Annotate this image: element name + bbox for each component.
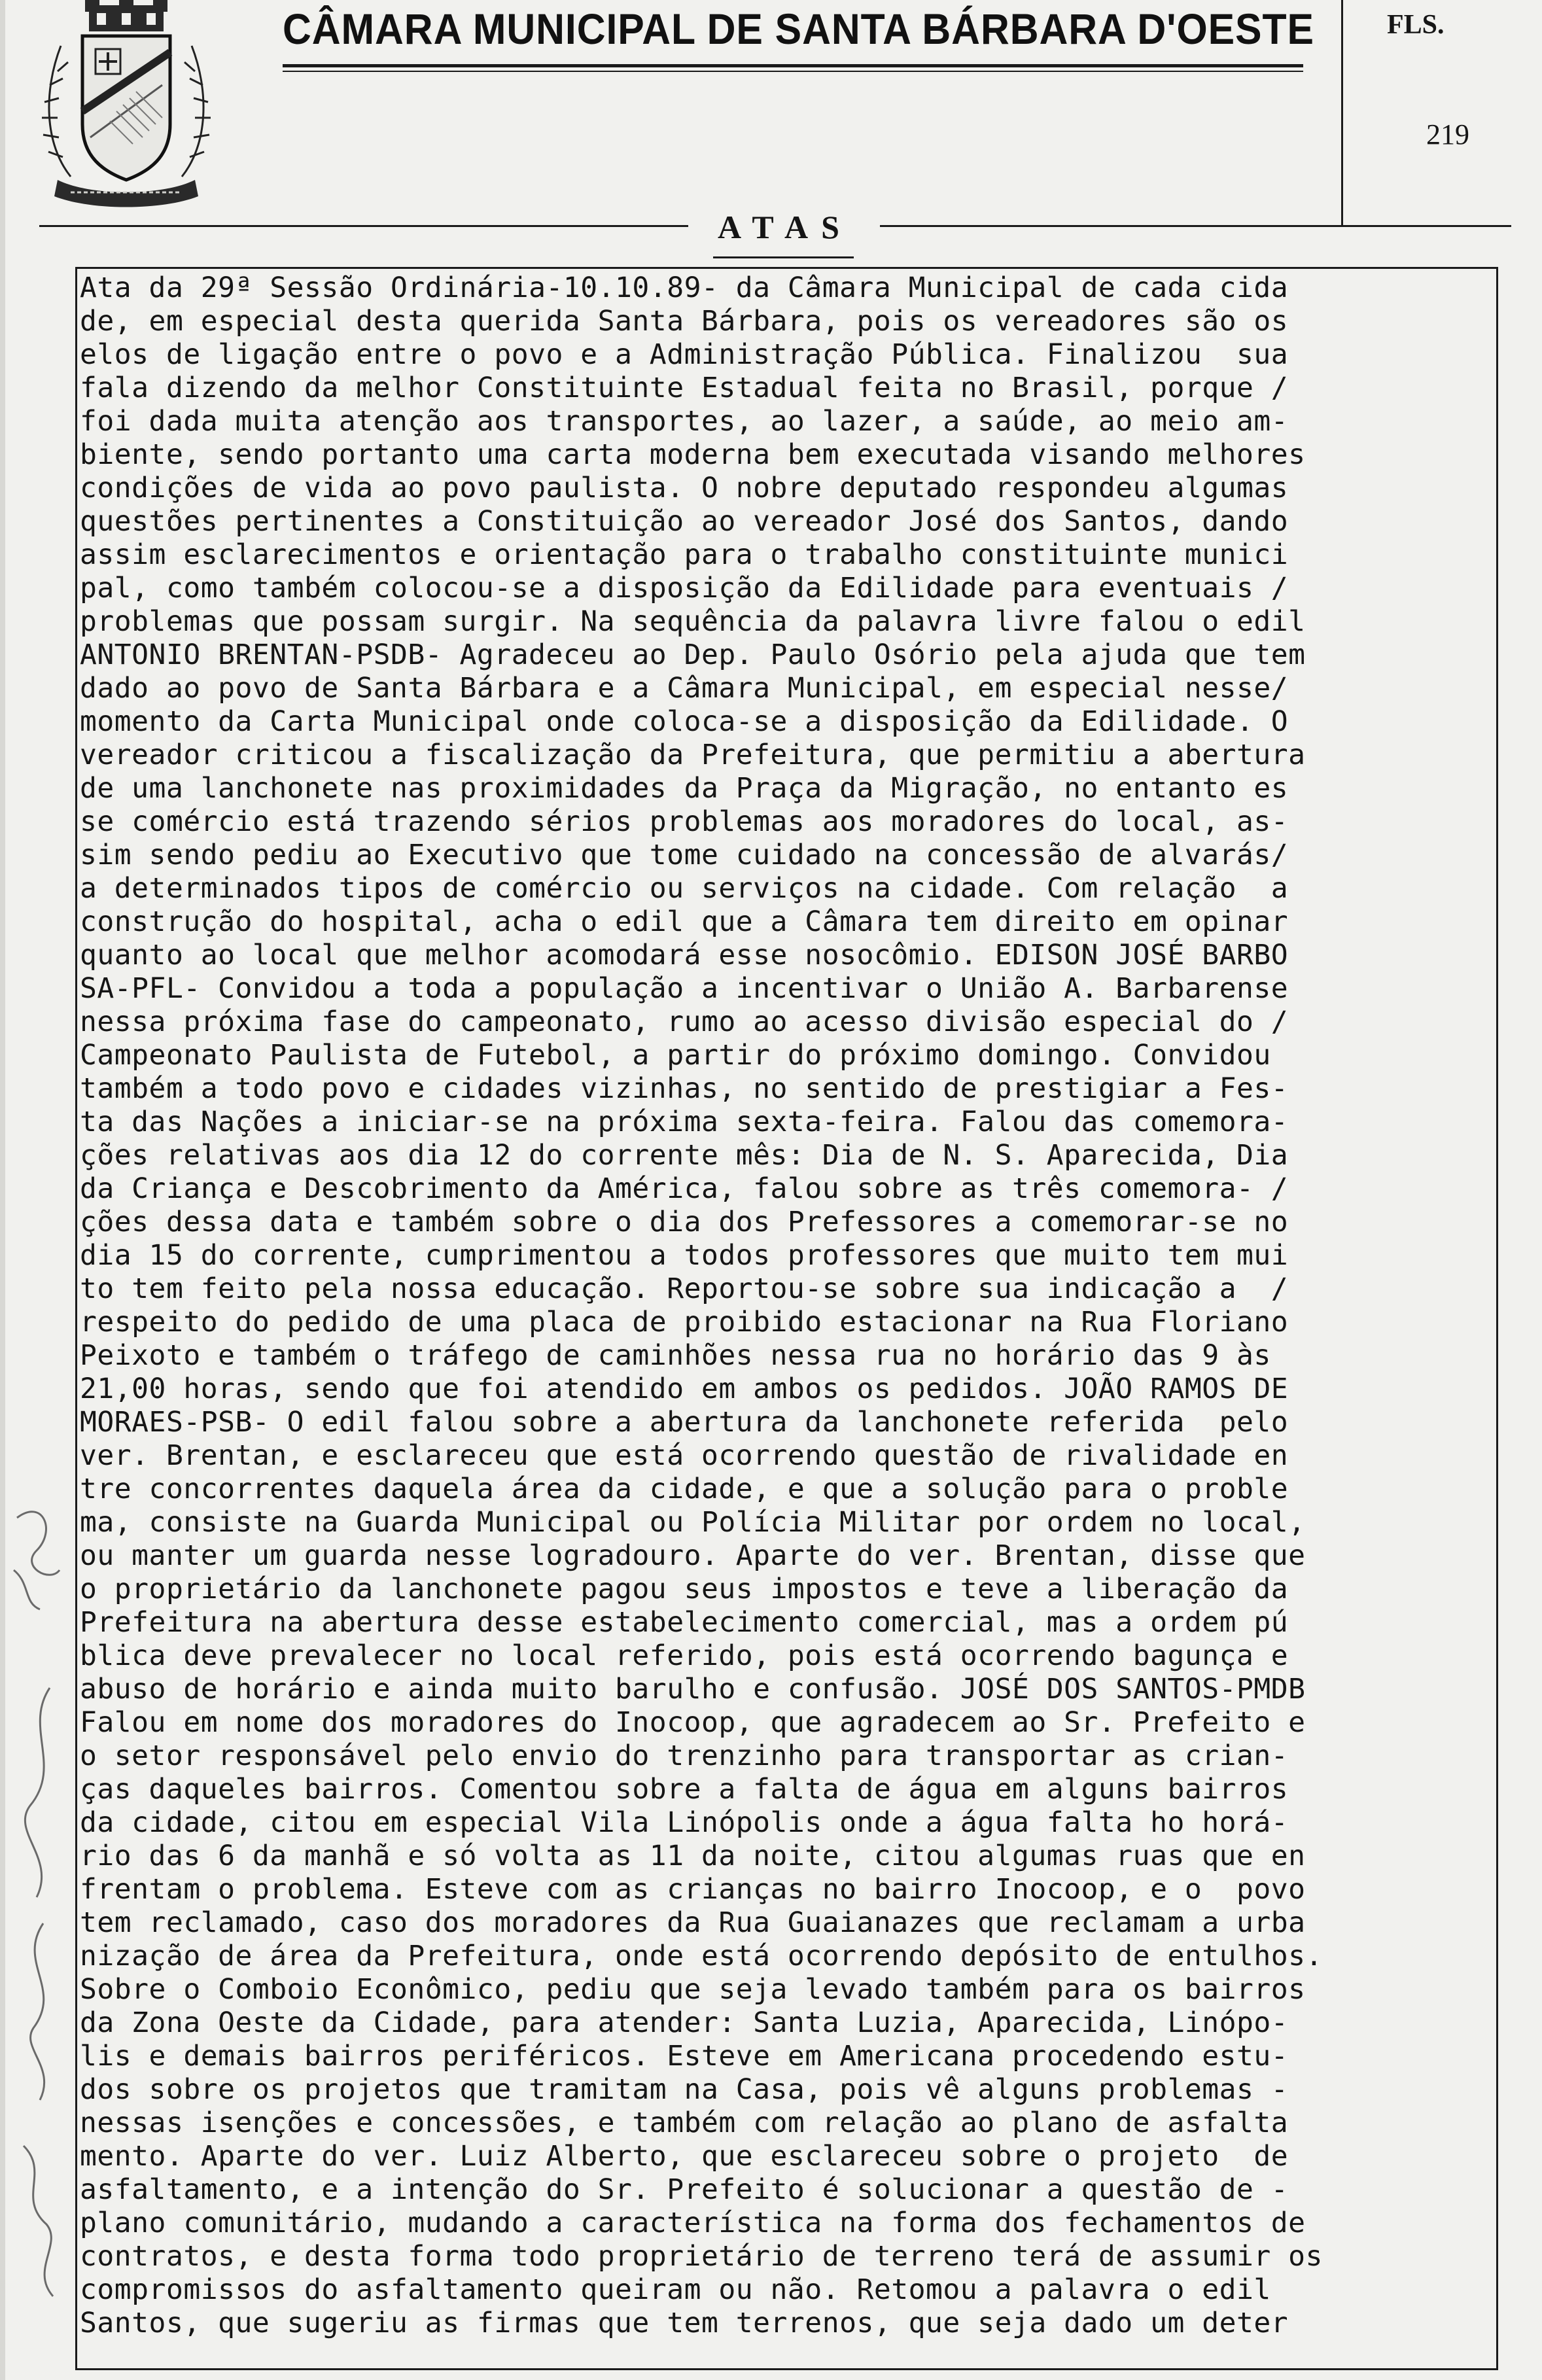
minutes-line: se comércio está trazendo sérios problemas aos moradores do local, as- <box>80 805 1289 838</box>
minutes-line: Santos, que sugeriu as firmas que tem terrenos, que seja dado um deter <box>80 2307 1289 2339</box>
minutes-line: tre concorrentes daquela área da cidade, e que a solução para o proble <box>80 1473 1289 1505</box>
minutes-line: de uma lanchonete nas proximidades da Praça da Migração, no entanto es <box>80 772 1289 805</box>
minutes-line: Falou em nome dos moradores do Inocoop, que agradecem ao Sr. Prefeito e <box>80 1706 1306 1739</box>
folio-page-number: 219 <box>1426 118 1469 150</box>
minutes-line: tem reclamado, caso dos moradores da Rua Guaianazes que reclamam a urba <box>80 1906 1306 1939</box>
minutes-line: nessas isenções e concessões, e também com relação ao plano de asfalta <box>80 2107 1289 2139</box>
minutes-line: plano comunitário, mudando a característica na forma dos fechamentos de <box>80 2207 1306 2239</box>
section-heading-underline <box>713 256 854 258</box>
minutes-line: ta das Nações a iniciar-se na próxima sexta-feira. Falou das comemora- <box>80 1106 1289 1138</box>
minutes-line: to tem feito pela nossa educação. Reportou-se sobre sua indicação a / <box>80 1272 1289 1305</box>
minutes-line: Peixoto e também o tráfego de caminhões nessa rua no horário das 9 às <box>80 1339 1271 1372</box>
minutes-line: ANTONIO BRENTAN-PSDB- Agradeceu ao Dep. Paulo Osório pela ajuda que tem <box>80 639 1306 671</box>
minutes-line: questões pertinentes a Constituição ao vereador José dos Santos, dando <box>80 505 1289 538</box>
minutes-line: respeito do pedido de uma placa de proibido estacionar na Rua Floriano <box>80 1306 1289 1339</box>
title-rule-thin <box>283 71 1303 72</box>
minutes-line: da Zona Oeste da Cidade, para atender: Santa Luzia, Aparecida, Linópo- <box>80 2006 1289 2039</box>
minutes-line: Campeonato Paulista de Futebol, a partir do próximo domingo. Convidou <box>80 1039 1271 1072</box>
minutes-line: Sobre o Comboio Econômico, pediu que seja levado também para os bairros <box>80 1973 1306 2006</box>
minutes-line: elos de ligação entre o povo e a Administração Pública. Finalizou sua <box>80 338 1289 371</box>
minutes-line: fala dizendo da melhor Constituinte Estadual feita no Brasil, porque / <box>80 372 1289 404</box>
minutes-line: ver. Brentan, e esclareceu que está ocorrendo questão de rivalidade en <box>80 1439 1289 1472</box>
minutes-line: ções relativas aos dia 12 do corrente mês: Dia de N. S. Aparecida, Dia <box>80 1139 1289 1172</box>
minutes-line: nização de área da Prefeitura, onde está ocorrendo depósito de entulhos. <box>80 1940 1323 1972</box>
minutes-line: ças daqueles bairros. Comentou sobre a falta de água em alguns bairros <box>80 1773 1289 1806</box>
minutes-line: também a todo povo e cidades vizinhas, no sentido de prestigiar a Fes- <box>80 1072 1289 1105</box>
minutes-line: dos sobre os projetos que tramitam na Casa, pois vê alguns problemas - <box>80 2073 1289 2106</box>
folio-label: FLS. <box>1387 10 1445 40</box>
minutes-line: biente, sendo portanto uma carta moderna bem executada visando melhores <box>80 438 1306 471</box>
section-separator-left <box>39 225 688 227</box>
minutes-line: Prefeitura na abertura desse estabelecimento comercial, mas a ordem pú <box>80 1606 1289 1639</box>
minutes-line: Ata da 29ª Sessão Ordinária-10.10.89- da Câmara Municipal de cada cida <box>80 271 1289 304</box>
minutes-line: vereador criticou a fiscalização da Prefeitura, que permitiu a abertura <box>80 739 1306 771</box>
minutes-line: ções dessa data e também sobre o dia dos Prefessores a comemorar-se no <box>80 1206 1289 1238</box>
minutes-line: blica deve prevalecer no local referido, pois está ocorrendo bagunça e <box>80 1639 1289 1672</box>
minutes-line: contratos, e desta forma todo proprietário de terreno terá de assumir os <box>80 2240 1323 2273</box>
minutes-line: sim sendo pediu ao Executivo que tome cuidado na concessão de alvarás/ <box>80 839 1289 871</box>
minutes-line: o setor responsável pelo envio do trenzinho para transportar as crian- <box>80 1740 1289 1772</box>
minutes-body <box>80 271 1496 2340</box>
minutes-line: compromissos do asfaltamento queiram ou não. Retomou a palavra o edil <box>80 2273 1271 2306</box>
minutes-line: SA-PFL- Convidou a toda a população a incentivar o União A. Barbarense <box>80 972 1289 1005</box>
minutes-line: assim esclarecimentos e orientação para o trabalho constituinte munici <box>80 538 1289 571</box>
minutes-line: ou manter um guarda nesse logradouro. Aparte do ver. Brentan, disse que <box>80 1539 1306 1572</box>
minutes-line: momento da Carta Municipal onde coloca-se a disposição da Edilidade. O <box>80 705 1289 738</box>
minutes-line: rio das 6 da manhã e só volta as 11 da noite, citou algumas ruas que en <box>80 1840 1306 1872</box>
institution-title: CÂMARA MUNICIPAL DE SANTA BÁRBARA D'OESTE <box>283 5 1314 53</box>
municipal-coat-of-arms-icon <box>31 0 221 209</box>
minutes-line: dado ao povo de Santa Bárbara e a Câmara Municipal, em especial nesse/ <box>80 672 1289 705</box>
minutes-line: lis e demais bairros periféricos. Esteve em Americana procedendo estu- <box>80 2040 1289 2073</box>
title-rule <box>283 64 1303 67</box>
margin-signature-scribble <box>4 1492 76 2362</box>
minutes-line: da Criança e Descobrimento da América, falou sobre as três comemora- / <box>80 1172 1289 1205</box>
minutes-line: o proprietário da lanchonete pagou seus impostos e teve a liberação da <box>80 1573 1289 1605</box>
minutes-line: foi dada muita atenção aos transportes, ao lazer, a saúde, ao meio am- <box>80 405 1289 438</box>
minutes-line: a determinados tipos de comércio ou serviços na cidade. Com relação a <box>80 872 1289 905</box>
minutes-line: condições de vida ao povo paulista. O nobre deputado respondeu algumas <box>80 472 1289 504</box>
folio-box-divider <box>1341 0 1343 226</box>
minutes-line: frentam o problema. Esteve com as crianças no bairro Inocoop, e o povo <box>80 1873 1306 1906</box>
minutes-line: problemas que possam surgir. Na sequência da palavra livre falou o edil <box>80 605 1306 638</box>
minutes-line: quanto ao local que melhor acomodará esse nosocômio. EDISON JOSÉ BARBO <box>80 939 1289 971</box>
minutes-line: 21,00 horas, sendo que foi atendido em ambos os pedidos. JOÃO RAMOS DE <box>80 1373 1289 1405</box>
minutes-line: dia 15 do corrente, cumprimentou a todos professores que muito tem mui <box>80 1239 1289 1272</box>
minutes-line: nessa próxima fase do campeonato, rumo ao acesso divisão especial do / <box>80 1006 1289 1038</box>
minutes-line: mento. Aparte do ver. Luiz Alberto, que esclareceu sobre o projeto de <box>80 2140 1289 2173</box>
minutes-line: MORAES-PSB- O edil falou sobre a abertura da lanchonete referida pelo <box>80 1406 1289 1439</box>
minutes-line: da cidade, citou em especial Vila Linópolis onde a água falta ho horá- <box>80 1806 1289 1839</box>
section-separator-right <box>880 225 1511 227</box>
minutes-line: asfaltamento, e a intenção do Sr. Prefeito é solucionar a questão de - <box>80 2173 1289 2206</box>
minutes-line: ma, consiste na Guarda Municipal ou Polícia Militar por ordem no local, <box>80 1506 1306 1539</box>
minutes-line: pal, como também colocou-se a disposição da Edilidade para eventuais / <box>80 572 1289 604</box>
section-heading: ATAS <box>718 209 852 245</box>
minutes-line: abuso de horário e ainda muito barulho e confusão. JOSÉ DOS SANTOS-PMDB <box>80 1673 1306 1706</box>
minutes-line: de, em especial desta querida Santa Bárbara, pois os vereadores são os <box>80 305 1289 338</box>
minutes-line: construção do hospital, acha o edil que a Câmara tem direito em opinar <box>80 905 1289 938</box>
